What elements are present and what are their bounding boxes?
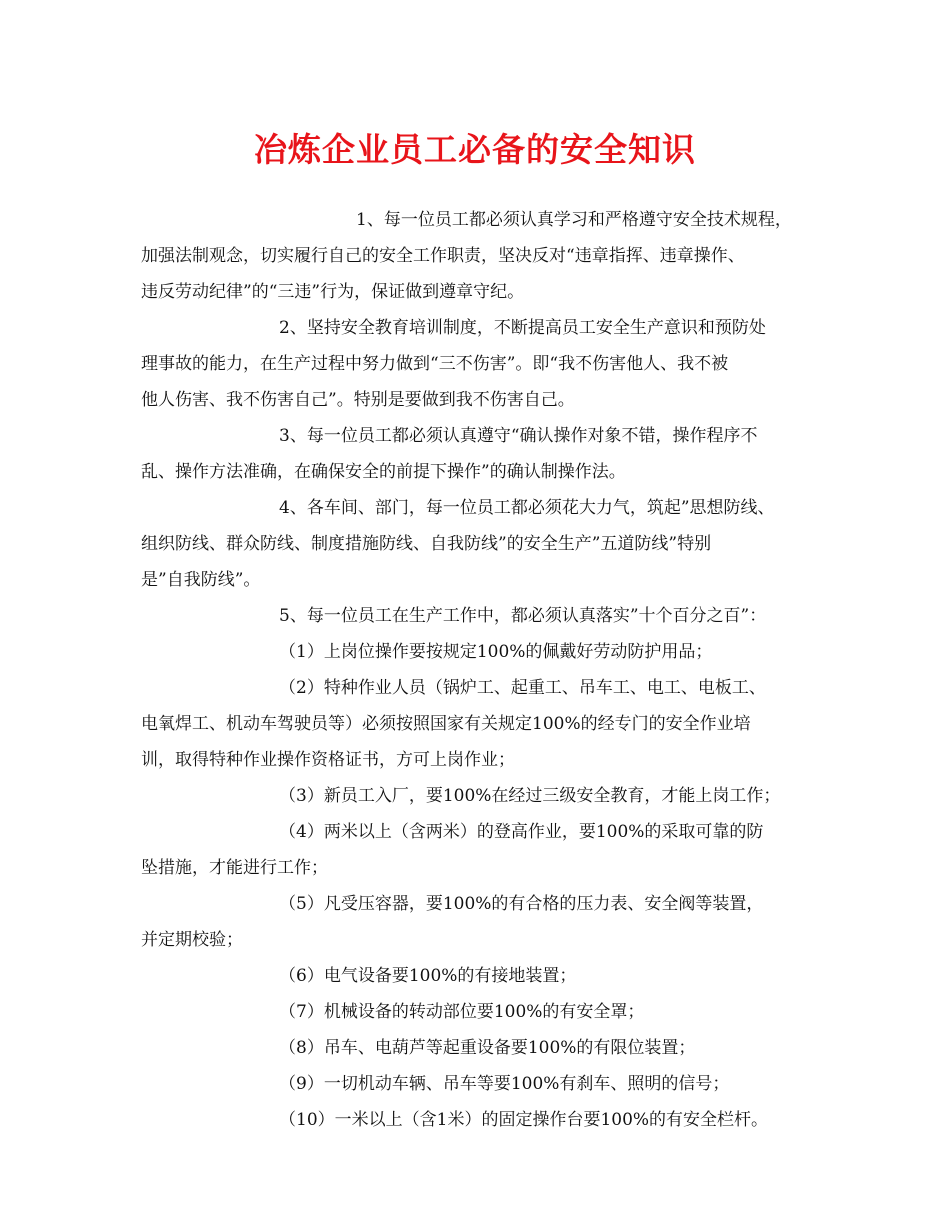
list-item-4-line-1: （4）两米以上（含两米）的登高作业，要100%的采取可靠的防 xyxy=(279,822,764,842)
list-item-2-line-1: （2）特种作业人员（锅炉工、起重工、吊车工、电工、电板工、 xyxy=(279,678,766,698)
paragraph-3-line-2: 乱、操作方法准确，在确保安全的前提下操作”的确认制操作法。 xyxy=(141,462,626,482)
list-item-2-line-3: 训，取得特种作业操作资格证书，方可上岗作业； xyxy=(141,750,515,770)
list-item-10: （10）一米以上（含1米）的固定操作台要100%的有安全栏杆。 xyxy=(279,1110,769,1130)
list-item-6: （6）电气设备要100%的有接地装置； xyxy=(279,966,577,986)
list-item-9: （9）一切机动车辆、吊车等要100%有刹车、照明的信号； xyxy=(279,1074,730,1094)
paragraph-1-line-1: 1、每一位员工都必须认真学习和严格遵守安全技术规程， xyxy=(356,210,792,230)
paragraph-4-line-3: 是”自我防线”。 xyxy=(141,570,261,590)
paragraph-2-line-2: 理事故的能力，在生产过程中努力做到“三不伤害”。即“我不伤害他人、我不被 xyxy=(141,354,729,374)
list-item-8: （8）吊车、电葫芦等起重设备要100%的有限位装置； xyxy=(279,1038,696,1058)
paragraph-1-line-2: 加强法制观念，切实履行自己的安全工作职责，坚决反对“违章指挥、违章操作、 xyxy=(141,246,745,266)
list-item-3: （3）新员工入厂，要100%在经过三级安全教育，才能上岗工作； xyxy=(279,786,781,806)
list-item-5-line-1: （5）凡受压容器，要100%的有合格的压力表、安全阀等装置， xyxy=(279,894,764,914)
list-item-4-line-2: 坠措施，才能进行工作； xyxy=(141,858,328,878)
paragraph-2-line-3: 他人伤害、我不伤害自己”。特别是要做到我不伤害自己。 xyxy=(141,390,575,410)
paragraph-3-line-1: 3、每一位员工都必须认真遵守“确认操作对象不错，操作程序不 xyxy=(279,426,758,446)
paragraph-4-line-2: 组织防线、群众防线、制度措施防线、自我防线”的安全生产”五道防线”特别 xyxy=(141,534,712,554)
list-item-1: （1）上岗位操作要按规定100%的佩戴好劳动防护用品； xyxy=(279,642,713,662)
paragraph-5-line-1: 5、每一位员工在生产工作中，都必须认真落实”十个百分之百”： xyxy=(279,606,767,626)
paragraph-2-line-1: 2、坚持安全教育培训制度，不断提高员工安全生产意识和预防处 xyxy=(279,318,766,338)
list-item-2-line-2: 电氧焊工、机动车驾驶员等）必须按照国家有关规定100%的经专门的安全作业培 xyxy=(141,714,751,734)
paragraph-4-line-1: 4、各车间、部门，每一位员工都必须花大力气，筑起”思想防线、 xyxy=(279,498,775,518)
list-item-5-line-2: 并定期校验； xyxy=(141,930,243,950)
document-title: 冶炼企业员工必备的安全知识 xyxy=(254,130,696,169)
list-item-7: （7）机械设备的转动部位要100%的有安全罩； xyxy=(279,1002,645,1022)
paragraph-1-line-3: 违反劳动纪律”的“三违”行为，保证做到遵章守纪。 xyxy=(141,282,525,302)
